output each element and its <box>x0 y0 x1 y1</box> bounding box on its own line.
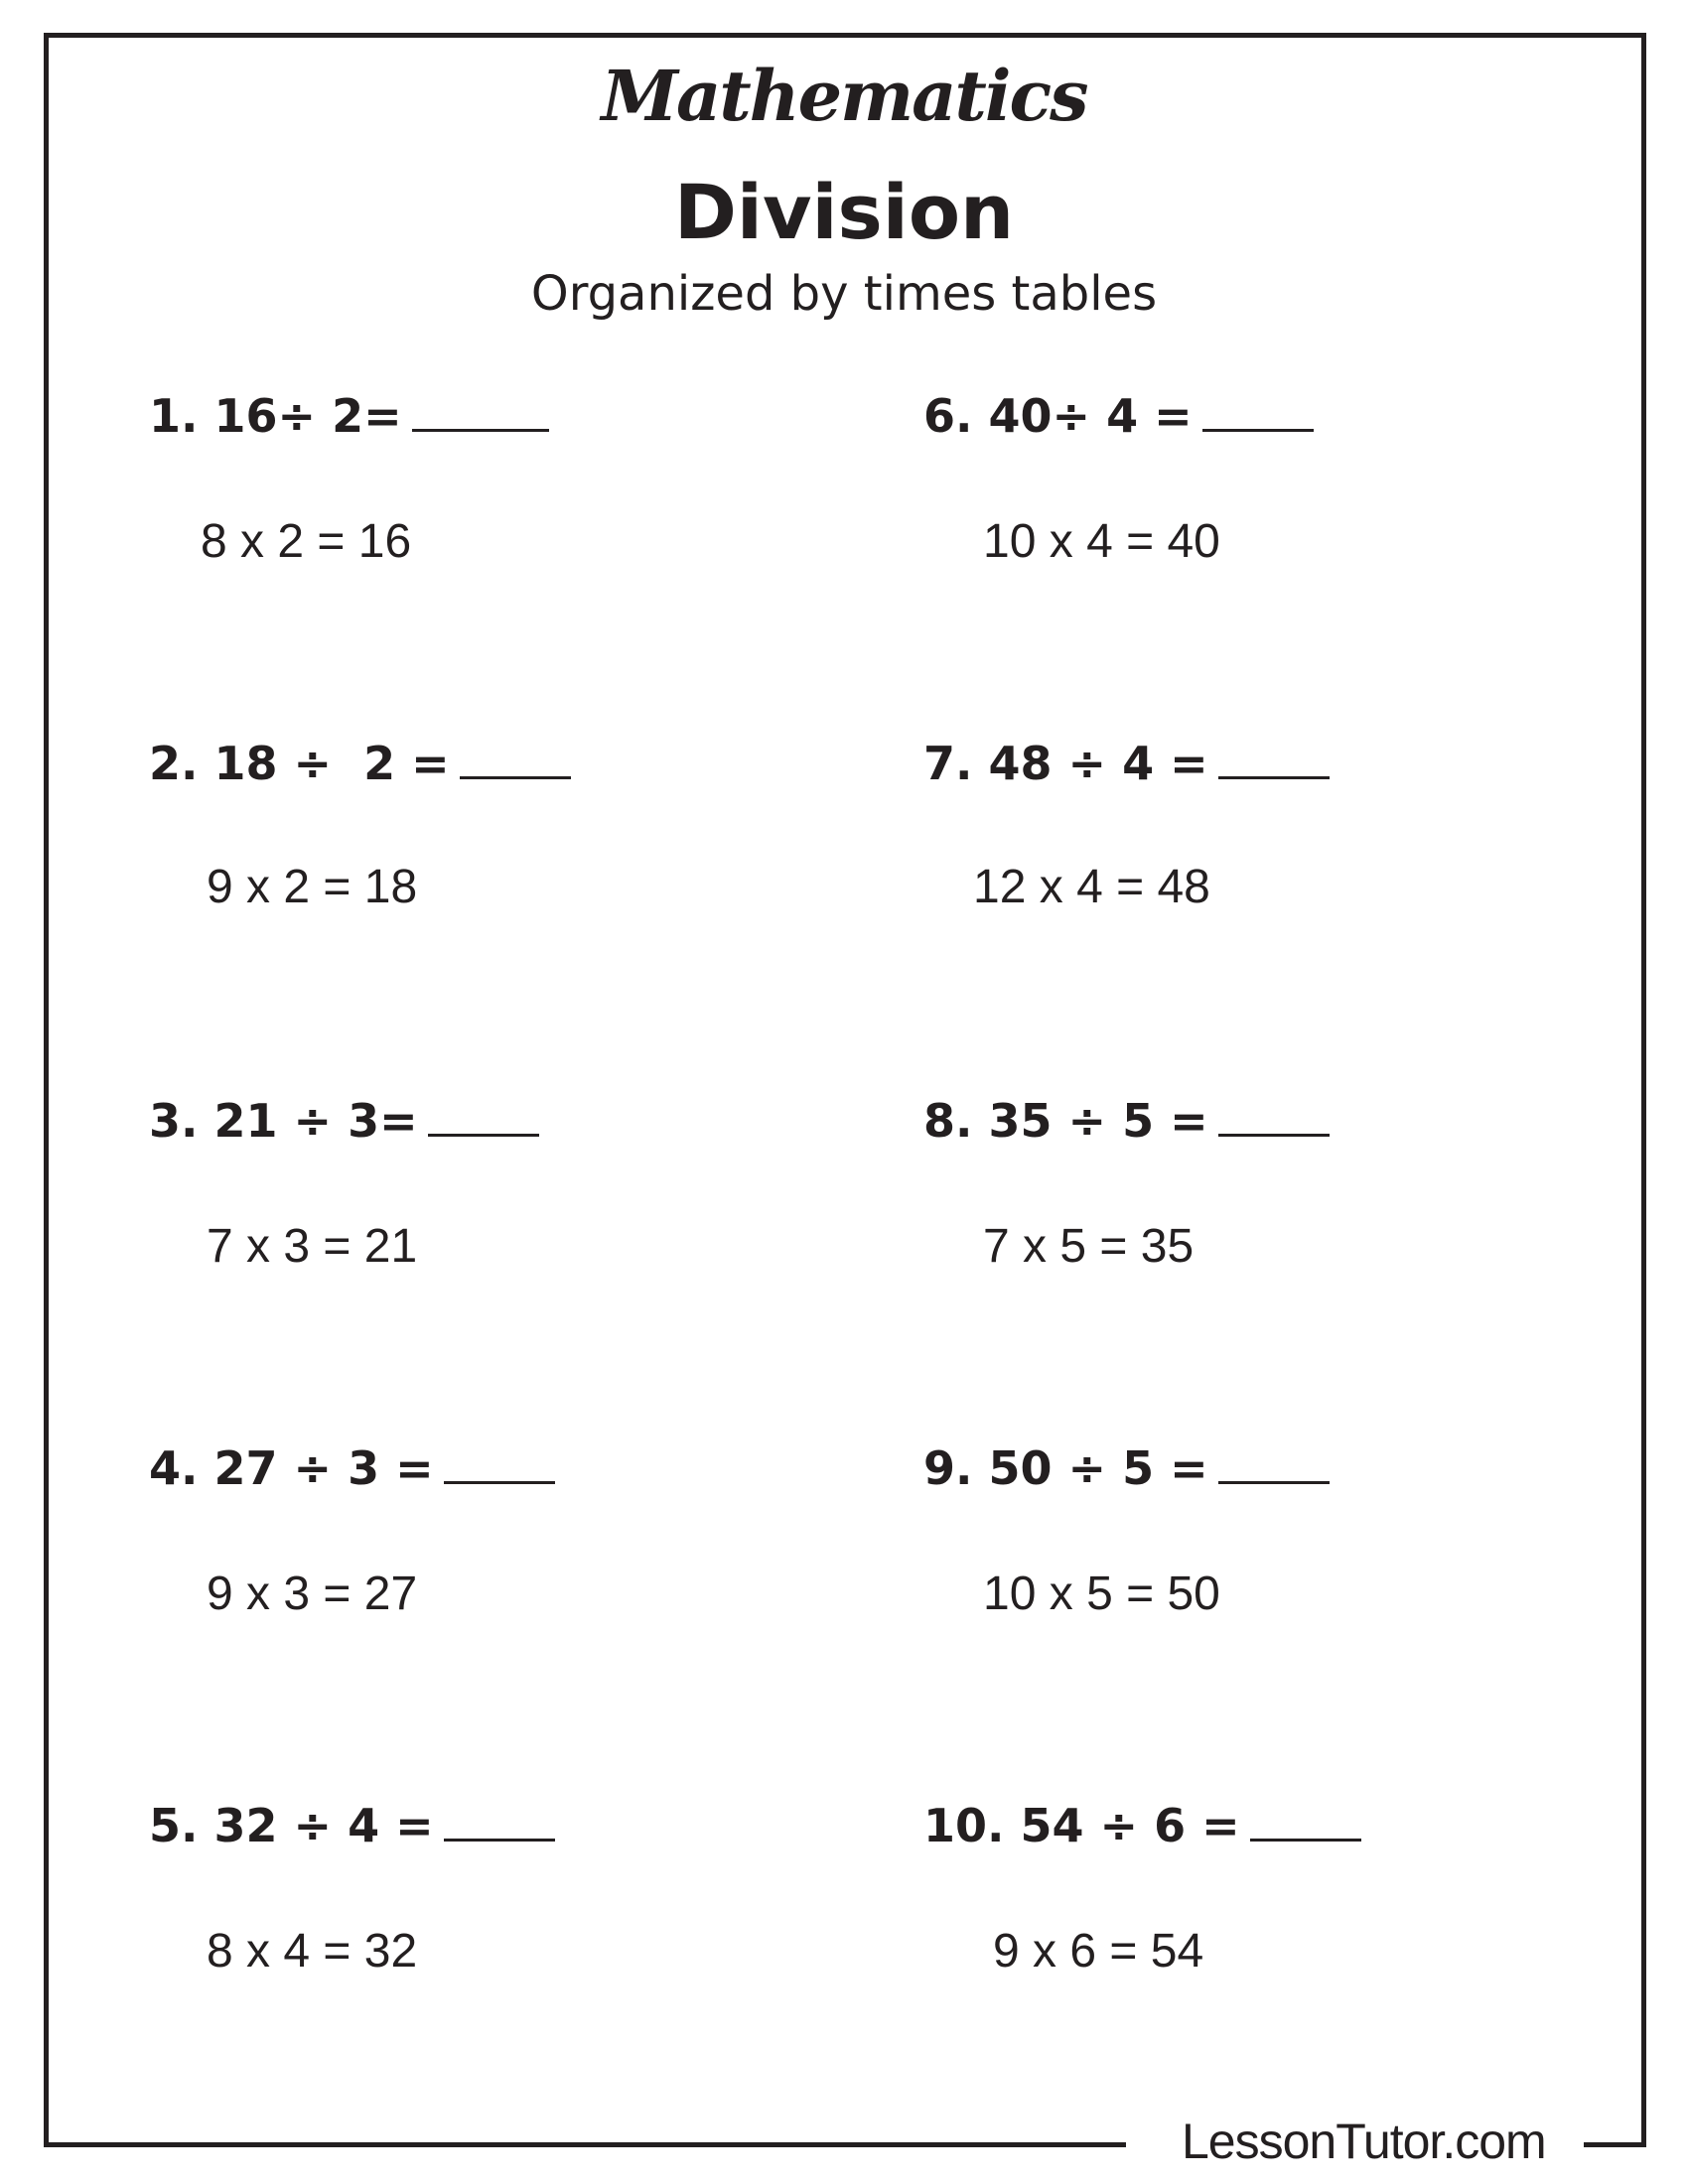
subject-heading: Mathematics <box>601 55 1087 137</box>
problem-6-question <box>923 387 1314 443</box>
problem-4-hint: 9 x 3 = 27 <box>207 1568 418 1620</box>
problem-question-text: 7. 48 ÷ 4 = <box>923 737 1208 790</box>
problem-question-text: 9. 50 ÷ 5 = <box>923 1441 1208 1495</box>
problem-8-hint: 7 x 5 = 35 <box>983 1220 1195 1273</box>
problem-question-text: 10. 54 ÷ 6 = <box>923 1799 1240 1852</box>
problem-4-question <box>149 1439 555 1495</box>
answer-blank[interactable] <box>444 1797 555 1842</box>
problem-5-question <box>149 1797 555 1852</box>
page-border-bottom-left <box>44 2142 1126 2147</box>
page-title: Division <box>673 168 1015 256</box>
problem-6-hint: 10 x 4 = 40 <box>983 515 1220 568</box>
problem-10-hint: 9 x 6 = 54 <box>993 1925 1204 1978</box>
problem-9-question <box>923 1439 1330 1495</box>
page-border-right <box>1641 33 1646 2147</box>
problem-1-hint: 8 x 2 = 16 <box>201 515 412 568</box>
problem-2-question <box>149 735 571 790</box>
footer-site-credit: LessonTutor.com <box>1182 2114 1546 2169</box>
answer-blank[interactable] <box>412 387 549 432</box>
answer-blank[interactable] <box>1250 1797 1361 1842</box>
answer-blank[interactable] <box>444 1439 555 1484</box>
problem-question-text: 1. 16÷ 2= <box>149 389 402 443</box>
problem-7-hint: 12 x 4 = 48 <box>973 861 1210 913</box>
problem-1-question <box>149 387 549 443</box>
answer-blank[interactable] <box>460 735 571 779</box>
answer-blank[interactable] <box>1218 1439 1330 1484</box>
problem-3-hint: 7 x 3 = 21 <box>207 1220 418 1273</box>
answer-blank[interactable] <box>1218 735 1330 779</box>
problem-7-question <box>923 735 1330 790</box>
problem-question-text: 5. 32 ÷ 4 = <box>149 1799 434 1852</box>
page-border-bottom-right <box>1584 2142 1646 2147</box>
problem-question-text: 4. 27 ÷ 3 = <box>149 1441 434 1495</box>
answer-blank[interactable] <box>1218 1092 1330 1137</box>
problem-9-hint: 10 x 5 = 50 <box>983 1568 1220 1620</box>
page-border-top <box>44 33 1646 38</box>
page-subtitle: Organized by times tables <box>530 266 1158 322</box>
problem-question-text: 6. 40÷ 4 = <box>923 389 1193 443</box>
answer-blank[interactable] <box>1202 387 1314 432</box>
problem-3-question <box>149 1092 539 1148</box>
problem-2-hint: 9 x 2 = 18 <box>207 861 418 913</box>
problem-question-text: 3. 21 ÷ 3= <box>149 1094 418 1148</box>
problem-question-text: 8. 35 ÷ 5 = <box>923 1094 1208 1148</box>
problem-question-text: 2. 18 ÷ 2 = <box>149 737 450 790</box>
problem-10-question <box>923 1797 1361 1852</box>
page-border-left <box>44 33 49 2147</box>
problem-5-hint: 8 x 4 = 32 <box>207 1925 418 1978</box>
problem-8-question <box>923 1092 1330 1148</box>
answer-blank[interactable] <box>428 1092 539 1137</box>
